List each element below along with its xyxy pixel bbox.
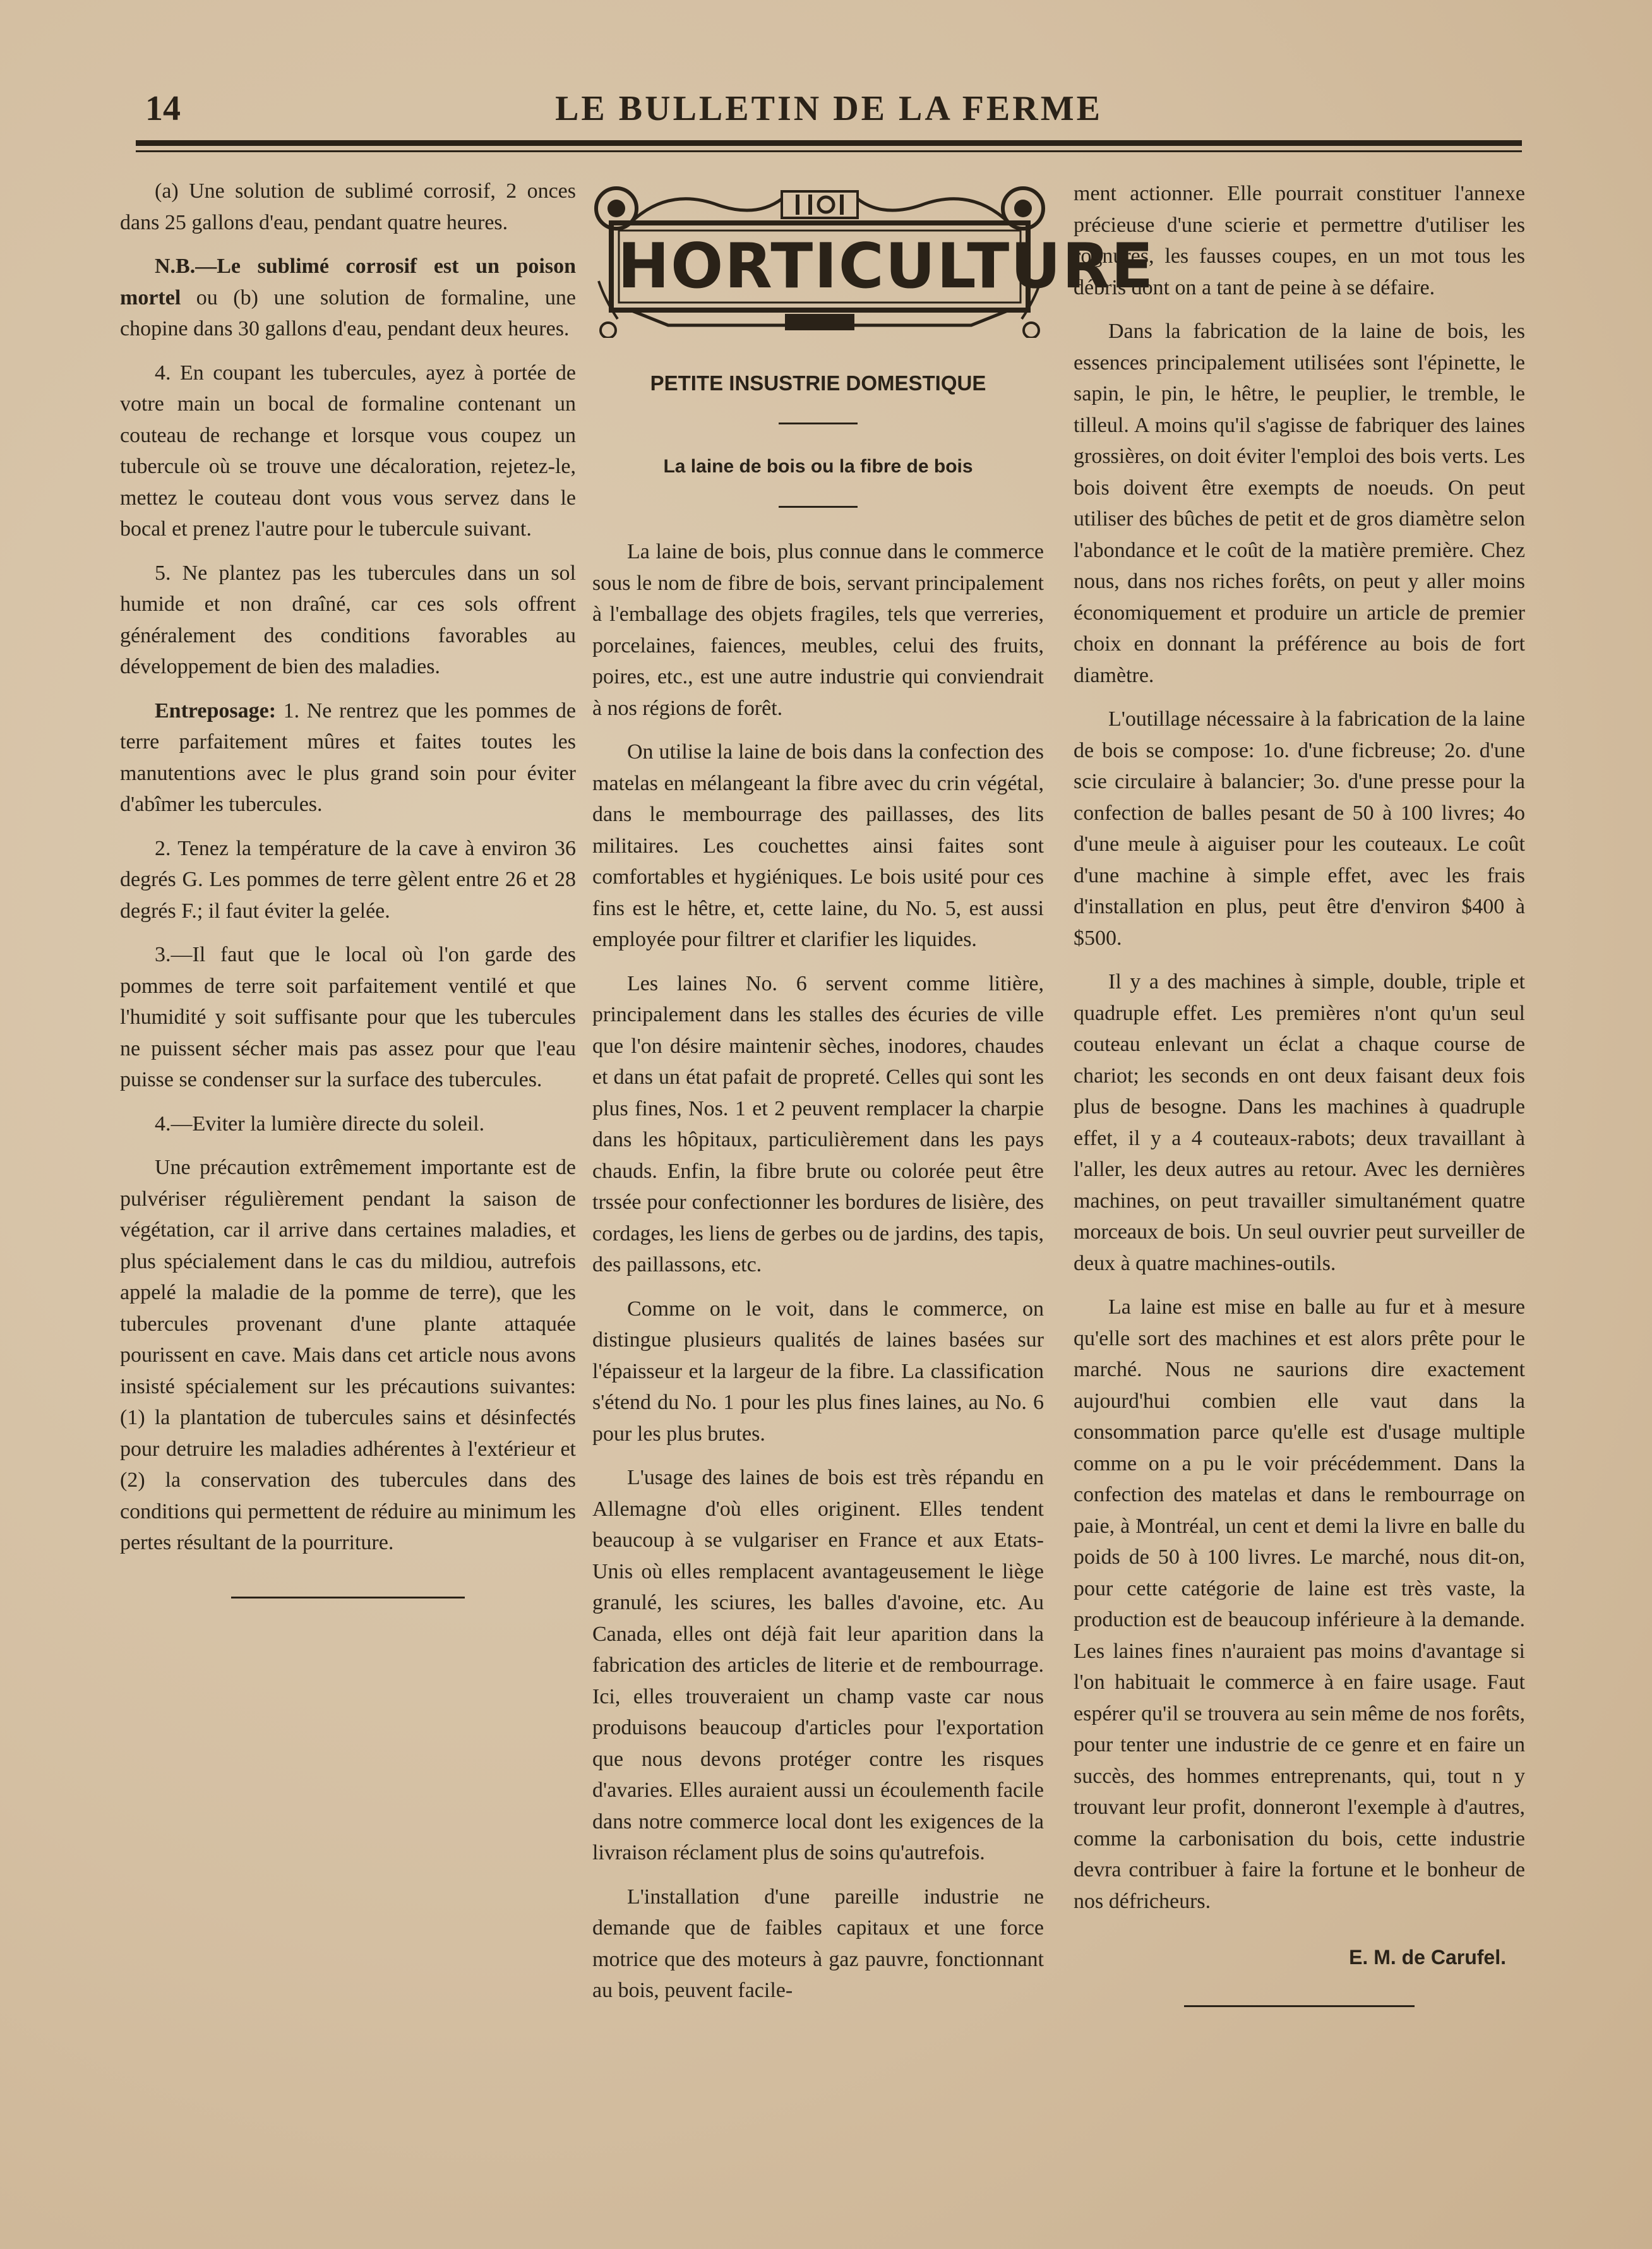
nb-text: ou (b) une solution de formaline, une chopine dans 30 gallons d'eau, pendant deux heures.	[120, 285, 576, 340]
article-subheading: La laine de bois ou la fibre de bois	[663, 456, 973, 477]
paragraph: 2. Tenez la température de la cave à environ 36 degrés G. Les pommes de terre gèlent entre 26 et 28 degrés F.; il faut éviter la gelée.	[120, 836, 576, 923]
author-signature: E. M. de Carufel.	[1349, 1946, 1506, 1969]
paragraph: ment actionner. Elle pourrait constituer l'annexe précieuse d'une scierie et permettre d'utiliser les rognures, les fausses coupes, en un mot tous les débris dont on a tant de peine à se défaire.	[1074, 182, 1525, 299]
paragraph: La laine de bois, plus connue dans le commerce sous le nom de fibre de bois, servant principalement à l'emballage des objets fragiles, tels que verreries, porcelaines, faiences, meubles, celui des fruits, poires, etc., est une autre industrie qui conviendrait à nos régions de forêt.	[592, 540, 1044, 720]
paragraph: L'installation d'une pareille industrie ne demande que de faibles capitaux et une force motrice que des moteurs à gaz pauvre, fonctionnant au bois, peuvent facile-	[592, 1885, 1044, 2002]
article-heading: PETITE INSUSTRIE DOMESTIQUE	[650, 371, 986, 395]
entreposage-text: 1. Ne rentrez que les pommes de terre parfaitement mûres et faites toutes les manutentions avec le plus grand soin pour éviter d'abîmer les tubercules.	[120, 699, 576, 816]
paragraph: Une précaution extrêmement importante est de pulvériser régulièrement pendant la saison de végétation, car il arrive dans certaines maladies, et plus spécialement dans le cas du mildiou, autrefois appelé la maladie de la pomme de terre), que les tubercules provenant d'une plante attaquée pourissent en cave. Mais dans cet article nous avons insisté spécialement sur les précautions suivantes: (1) la plantation de tubercules sains et désinfectés pour detruire les maladies adhérentes à l'extérieur et (2) la conservation des tubercules dans des conditions qui permettent de réduire au minimum les pertes résultant de la pourriture.	[120, 1156, 576, 1554]
column-right	[1074, 178, 1525, 2007]
section-end-rule	[231, 1597, 465, 1598]
paragraph: Les laines No. 6 servent comme litière, principalement dans les stalles des écuries de ville que l'on désire maintenir sèches, inodores, chaudes et dans un état pafait de propreté. Celles qui sont les plus fines, Nos. 1 et 2 peuvent remplacer la charpie dans les hôpitaux, particulièrement dans les pays chauds. Enfin, la fibre brute ou colorée peut être trssée pour confectionner les bordures de lisière, des cordages, les liens de gerbes ou de jardins, des tapis, des paillassons, etc.	[592, 971, 1044, 1276]
article-end-rule	[1184, 2005, 1415, 2007]
paragraph: Comme on le voit, dans le commerce, on distingue plusieurs qualités de laines basées sur l'épaisseur et la largeur de la fibre. La classification s'étend du No. 1 pour les plus fines laines, au No. 6 pour les plus brutes.	[592, 1297, 1044, 1446]
header-rule-thin	[136, 150, 1522, 152]
paragraph: On utilise la laine de bois dans la confection des matelas en mélangeant la fibre avec du crin végétal, dans le membourrage des paillasses, des lits militaires. Les couchettes ainsi faites sont comfortables et hygiéniques. Le bois usité pour ces fins est le hêtre, et, cette laine, du No. 5, est aussi employée pour filtrer et clarifier les liquides.	[592, 740, 1044, 951]
paragraph: 4.—Eviter la lumière directe du soleil.	[155, 1112, 485, 1136]
paragraph: La laine est mise en balle au fur et à mesure qu'elle sort des machines et est alors prête pour le marché. Nous ne saurions dire exactement aujourd'hui combien elle vaut dans la consommation parce qu'elle est d'usage multiple comme on a pu le voir précédemment. Dans la confection des matelas et dans le rembourrage on paie, à Montréal, un cent et demi la livre en balle du poids de 50 à 100 livres. Le marché, nous dit-on, pour cette catégorie de laine est très vaste, la production est de beaucoup inférieure à la demande. Les laines fines n'auraient pas moins d'avantage si l'on habituait le commerce à en faire usage. Faut espérer qu'il se trouvera au sein même de nos forêts, pour tenter une industrie de ce genre et en faire un succès, des hommes entreprenants, qui, tout n y trouvant leur profit, donneront l'exemple à d'autres, comme la carbonisation du bois, cette industrie devra contribuer à faire la fortune et le bonheur de nos défricheurs.	[1074, 1295, 1525, 1913]
paragraph-entreposage	[120, 695, 576, 820]
subheading-rule	[779, 506, 858, 508]
banner-title: HORTICULTURE	[618, 231, 1155, 303]
paragraph: 4. En coupant les tubercules, ayez à portée de votre main un bocal de formaline contenant un couteau de rechange et lorsque vous coupez un tubercule où se trouve une décaloration, rejetez-le, mettez le couteau dont vous vous servez dans le bocal et prenez l'autre pour le tubercule suivant.	[120, 361, 576, 541]
running-title: LE BULLETIN DE LA FERME	[555, 89, 1103, 128]
paragraph: L'usage des laines de bois est très répandu en Allemagne d'où elles originent. Elles tendent beaucoup à se vulgariser en France et aux Etats-Unis où elles remplacent avantageusement le liège granulé, les sciures, les balles d'avoine, etc. Au Canada, elles ont déjà fait leur aparition dans la fabrication des articles de literie et de rembourrage. Ici, elles trouveraient un champ vaste car nous produisons beaucoup d'articles pour l'exportation que nous devons protéger contre les risques d'avaries. Elles auraient aussi un écoulementh facile dans notre commerce local dont les exigences de la livraison réclament plus de soins qu'autrefois.	[592, 1466, 1044, 1864]
heading-rule	[779, 423, 858, 424]
paragraph: 5. Ne plantez pas les tubercules dans un sol humide et non draîné, car ces sols offrent généralement des conditions favorables au développement de bien des maladies.	[120, 561, 576, 678]
paragraph: (a) Une solution de sublimé corrosif, 2 onces dans 25 gallons d'eau, pendant quatre heures.	[120, 179, 576, 234]
paragraph: 3.—Il faut que le local où l'on garde des pommes de terre soit parfaitement ventilé et que l'humidité y soit suffisante pour que les tubercules ne puissent sécher mais pas assez pour que l'eau puisse se condenser sur la surface des tubercules.	[120, 943, 576, 1091]
entreposage-label: Entreposage:	[155, 699, 277, 723]
page-number: 14	[145, 89, 181, 128]
page-header	[136, 88, 1522, 133]
paragraph-nb	[120, 251, 576, 345]
paragraph: Dans la fabrication de la laine de bois, les essences principalement utilisées sont l'épinette, le sapin, le pin, le hêtre, le peuplier, le tremble, le tilleul. A moins qu'il s'agisse de fabriquer des laines grossières, on doit éviter l'emploi des bois verts. Les bois doivent être exempts de noeuds. On peut utiliser des bûches de petit et de gros diamètre selon l'abondance et le coût de la matière première. Chez nous, dans nos riches forêts, on peut y aller moins économiquement et produire un article de premier choix en donnant la préférence au bois de fort diamètre.	[1074, 320, 1525, 687]
horticulture-banner	[592, 174, 1155, 338]
column-left	[120, 176, 576, 1598]
nb-warning: N.B.—Le sublimé corrosif est un poison mortel	[120, 255, 576, 309]
header-rule-thick	[136, 140, 1522, 146]
paragraph: L'outillage nécessaire à la fabrication de la laine de bois se compose: 1o. d'une ficbreuse; 2o. d'une scie circulaire à balancier; 3o. d'une presse pour la confection de balles pesant de 50 à 100 livres; 4o d'une meule à aiguiser pour les couteaux. Le coût d'une machine à simple effet, avec les frais d'installation en plus, peut être d'environ $400 à $500.	[1074, 707, 1525, 950]
paragraph: Il y a des machines à simple, double, triple et quadruple effet. Les premières n'ont qu'un seul couteau enlevant un éclat a chaque course de chariot; les seconds en ont deux faisant deux fois plus de besogne. Dans les machines à quadruple effet, il y a 4 couteaux-rabots; deux travaillant à l'aller, les deux autres au retour. Avec les dernières machines, on peut travailler simultanément quatre morceaux de bois. Un seul ouvrier peut surveiller de deux à quatre machines-outils.	[1074, 970, 1525, 1275]
column-middle	[592, 174, 1155, 2019]
